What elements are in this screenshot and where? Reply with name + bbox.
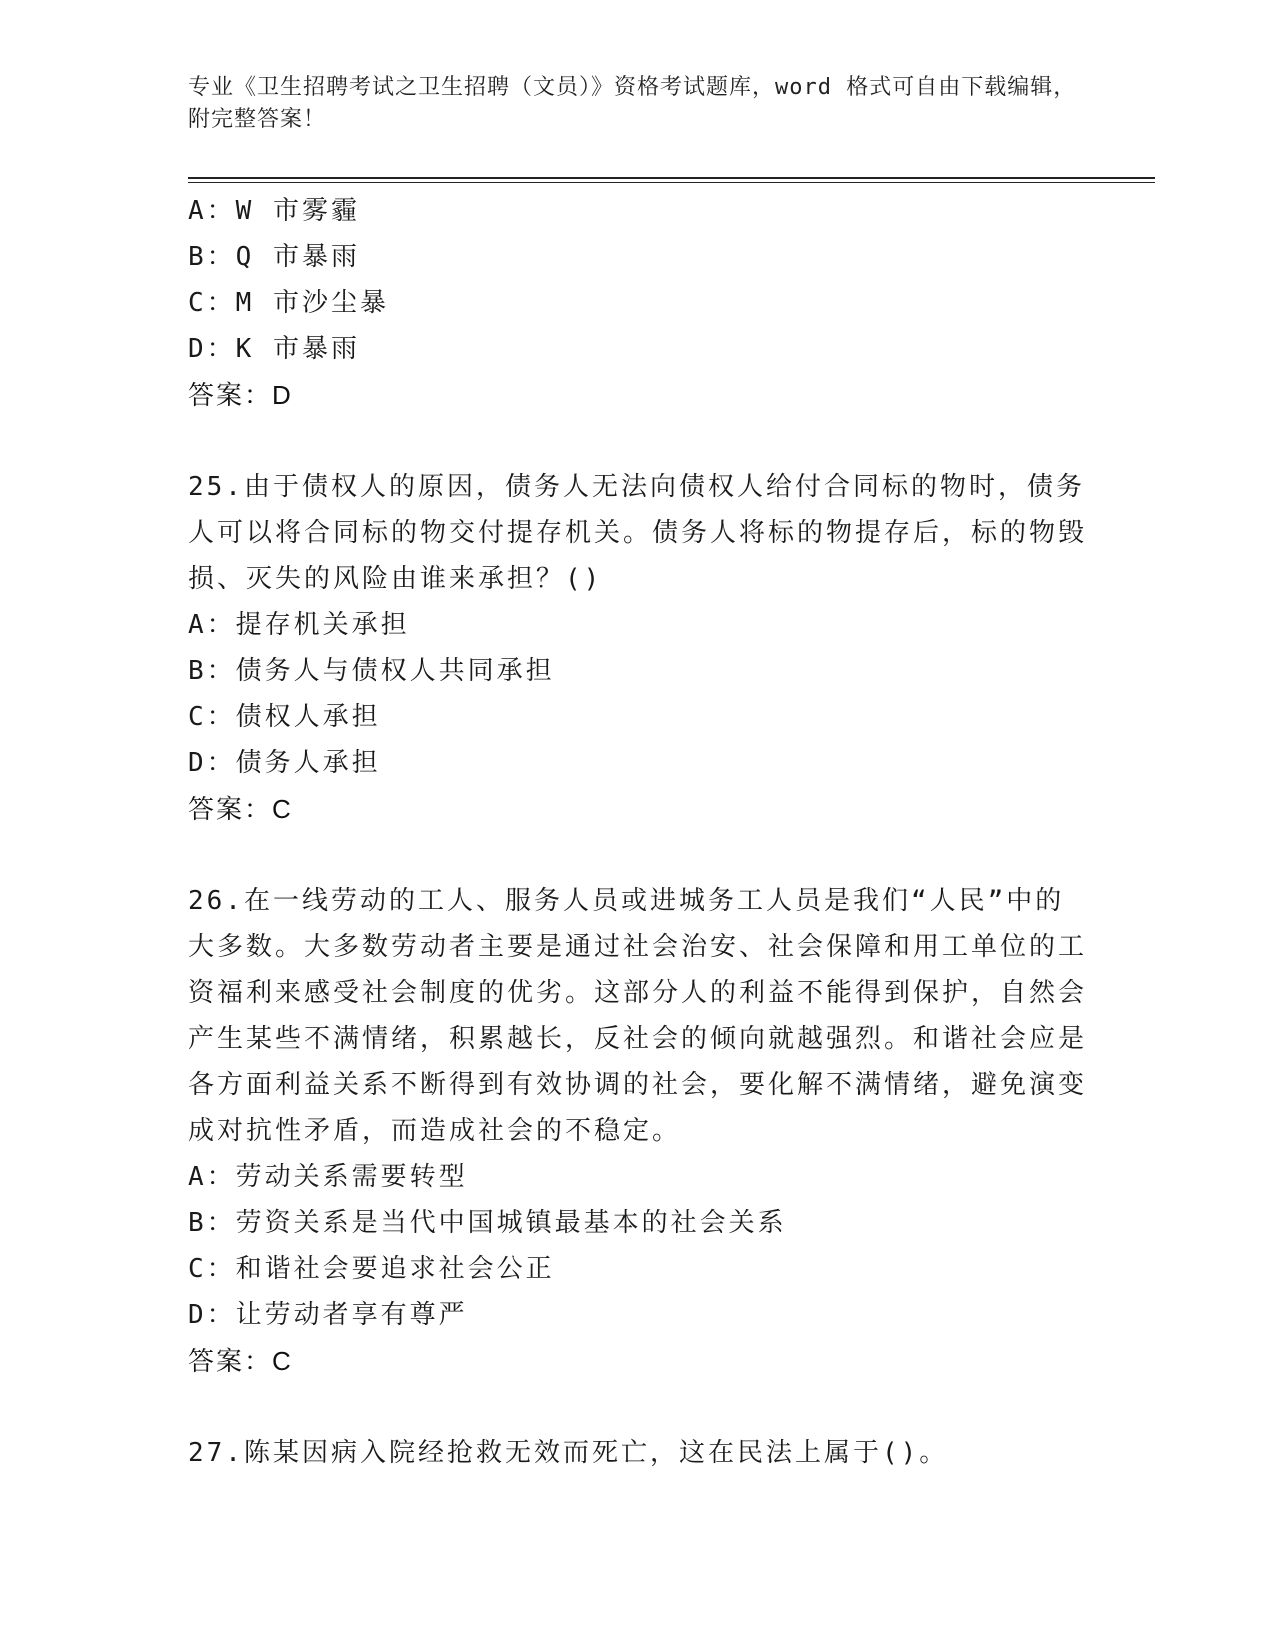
option-b: B：债务人与债权人共同承担: [188, 656, 555, 686]
option-d: D：债务人承担: [188, 748, 381, 778]
option-b: B：Q 市暴雨: [188, 242, 360, 272]
option-c: C：债权人承担: [188, 702, 381, 732]
option-c: C：和谐社会要追求社会公正: [188, 1254, 555, 1284]
question-gap: [188, 1384, 1088, 1430]
document-header: 专业《卫生招聘考试之卫生招聘（文员）》资格考试题库，word 格式可自由下载编辑，附完整答案！: [188, 75, 1077, 132]
option-c: C：M 市沙尘暴: [188, 288, 389, 318]
question-text: 26.在一线劳动的工人、服务人员或进城务工人员是我们“人民”中的大多数。大多数劳动者主要是通过社会治安、社会保障和用工单位的工资福利来感受社会制度的优劣。这部分人的利益不能得到保护，自然会产生某些不满情绪，积累越长，反社会的倾向就越强烈。和谐社会应是各方面利益关系不断得到有效协调的社会，要化解不满情绪，避免演变成对抗性矛盾，而造成社会的不稳定。: [188, 886, 1088, 1146]
header-rule-thick: [188, 177, 1155, 179]
option-d: D：K 市暴雨: [188, 334, 360, 364]
option-a: A：W 市雾霾: [188, 196, 360, 226]
option-d: D：让劳动者享有尊严: [188, 1300, 468, 1330]
question-27: [188, 1430, 1088, 1476]
question-gap: [188, 418, 1088, 464]
option-a: A：提存机关承担: [188, 610, 410, 640]
question-content: [188, 188, 1088, 1476]
answer-text: 答案：C: [188, 1346, 293, 1376]
question-25: [188, 464, 1088, 832]
option-b: B：劳资关系是当代中国城镇最基本的社会关系: [188, 1208, 787, 1238]
question-24-options: [188, 188, 1088, 418]
option-a: A：劳动关系需要转型: [188, 1162, 468, 1192]
question-26: [188, 878, 1088, 1384]
header-rule-thin: [188, 182, 1155, 183]
question-text: 27.陈某因病入院经抢救无效而死亡，这在民法上属于()。: [188, 1438, 949, 1468]
question-gap: [188, 832, 1088, 878]
question-text: 25.由于债权人的原因，债务人无法向债权人给付合同标的物时，债务人可以将合同标的物交付提存机关。债务人将标的物提存后，标的物毁损、灭失的风险由谁来承担？(): [188, 472, 1088, 594]
answer-text: 答案：C: [188, 794, 293, 824]
answer-text: 答案：D: [188, 380, 293, 410]
